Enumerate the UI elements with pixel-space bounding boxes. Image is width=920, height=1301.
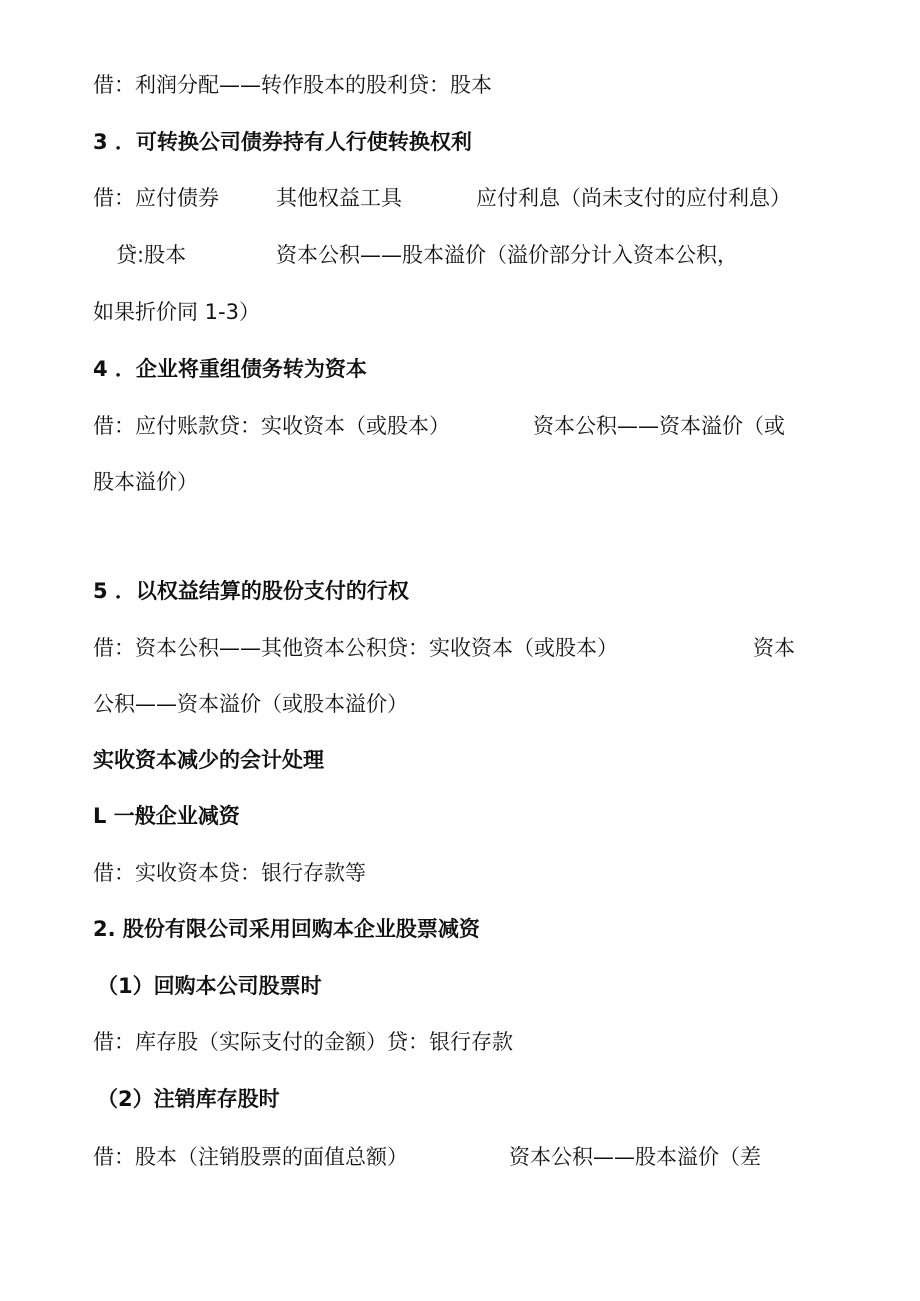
entry-line: 借：库存股（实际支付的金额）贷：银行存款 bbox=[93, 1030, 513, 1054]
entry-line: 如果折价同 1-3） bbox=[93, 300, 260, 324]
entry-credit: 资本公积——股本溢价（溢价部分计入资本公积， bbox=[276, 243, 738, 267]
step-heading: （2）注销库存股时 bbox=[97, 1087, 280, 1111]
entry-debit: 应付利息（尚未支付的应付利息） bbox=[476, 186, 791, 210]
section-heading: 5 ．以权益结算的股份支付的行权 bbox=[93, 579, 409, 603]
section-heading: 3 ．可转换公司债券持有人行使转换权利 bbox=[93, 130, 472, 154]
entry-line: 借：实收资本贷：银行存款等 bbox=[93, 861, 366, 885]
entry-text: 资本 bbox=[753, 636, 795, 660]
entry-line bbox=[93, 634, 833, 662]
entry-line: 股本溢价） bbox=[93, 470, 198, 494]
section-heading: 4 ．企业将重组债务转为资本 bbox=[93, 357, 367, 381]
subsection-heading: 2. 股份有限公司采用回购本企业股票减资 bbox=[93, 917, 480, 941]
entry-line bbox=[93, 412, 833, 440]
entry-text: 资本公积——股本溢价（差 bbox=[509, 1145, 761, 1169]
step-heading: （1）回购本公司股票时 bbox=[97, 974, 322, 998]
section-heading: 实收资本减少的会计处理 bbox=[93, 748, 324, 772]
entry-line bbox=[93, 1143, 833, 1171]
entry-debit: 其他权益工具 bbox=[276, 186, 402, 210]
entry-debit: 借：应付债券 bbox=[93, 186, 219, 210]
entry-text: 借：应付账款贷：实收资本（或股本） bbox=[93, 414, 450, 438]
subsection-heading: L 一般企业减资 bbox=[93, 804, 240, 828]
entry-line bbox=[93, 184, 833, 212]
entry-text: 资本公积——资本溢价（或 bbox=[533, 414, 785, 438]
entry-line: 公积——资本溢价（或股本溢价） bbox=[93, 692, 408, 716]
entry-text: 借：股本（注销股票的面值总额） bbox=[93, 1145, 408, 1169]
entry-text: 借：资本公积——其他资本公积贷：实收资本（或股本） bbox=[93, 636, 618, 660]
entry-line: 借：利润分配——转作股本的股利贷：股本 bbox=[93, 73, 492, 97]
entry-line bbox=[116, 241, 796, 269]
entry-credit: 贷:股本 bbox=[116, 243, 187, 267]
